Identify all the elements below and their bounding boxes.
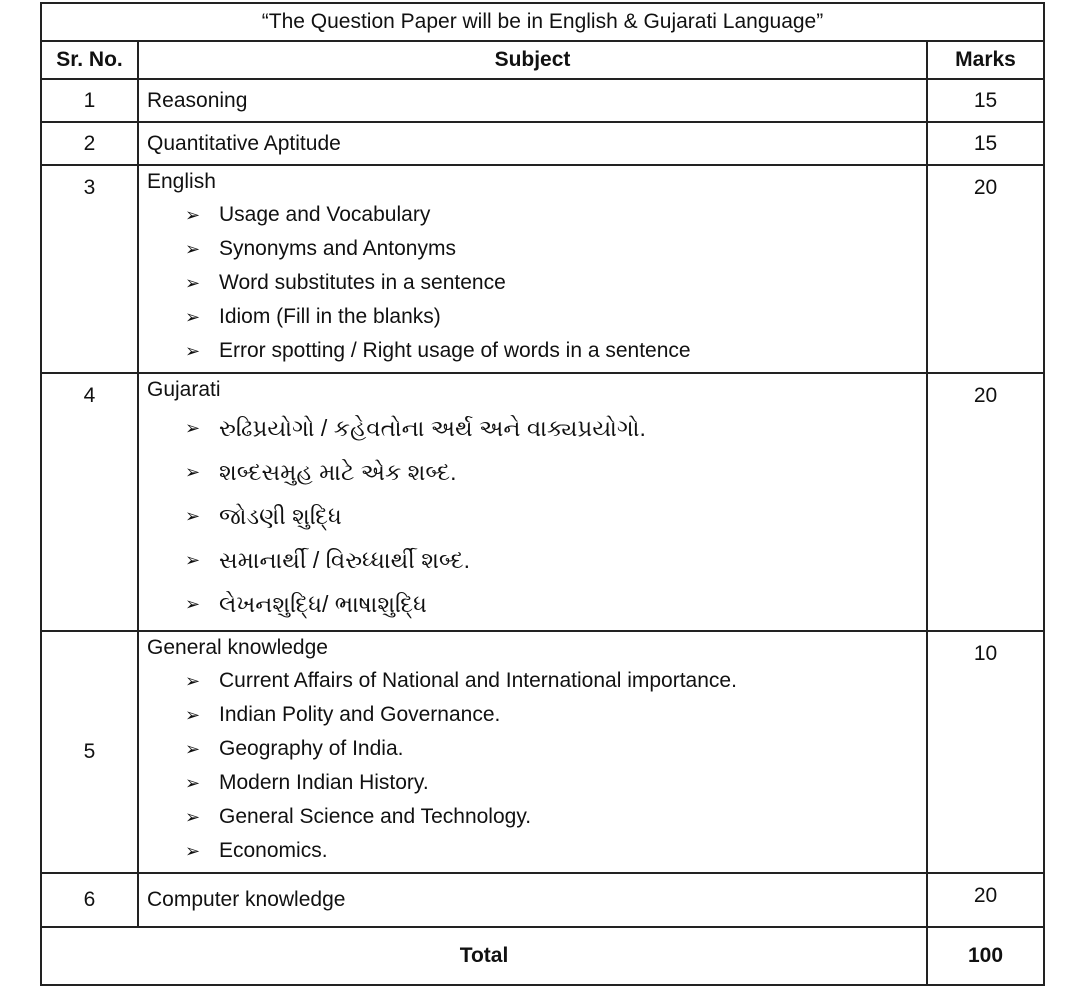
subject-cell xyxy=(138,165,927,373)
syllabus-table xyxy=(40,2,1045,986)
arrowhead-bullet-icon: ➢ xyxy=(185,739,201,759)
sr-no: 1 xyxy=(41,79,138,122)
sr-no: 5 xyxy=(41,631,138,873)
table-row xyxy=(41,873,1044,927)
topic-text: Modern Indian History. xyxy=(219,771,429,794)
topic-text: લેખનશુદ્ધિ/ ભાષાશુદ્ધિ xyxy=(219,591,427,617)
arrowhead-bullet-icon: ➢ xyxy=(185,205,201,225)
topic-list xyxy=(147,198,926,372)
marks-cell: 15 xyxy=(927,79,1044,122)
list-item xyxy=(185,664,926,698)
arrowhead-bullet-icon: ➢ xyxy=(185,273,201,293)
total-row xyxy=(41,927,1044,985)
list-item xyxy=(185,406,926,450)
subject-cell xyxy=(138,873,927,927)
topic-text: Indian Polity and Governance. xyxy=(219,703,501,726)
arrowhead-bullet-icon: ➢ xyxy=(185,418,201,438)
header-subject: Subject xyxy=(138,41,927,79)
caption-row xyxy=(41,3,1044,41)
topic-text: Current Affairs of National and International importance. xyxy=(219,669,737,692)
arrowhead-bullet-icon: ➢ xyxy=(185,307,201,327)
arrowhead-bullet-icon: ➢ xyxy=(185,841,201,861)
sr-no: 4 xyxy=(41,373,138,631)
marks-cell: 20 xyxy=(927,165,1044,373)
topic-text: Synonyms and Antonyms xyxy=(219,237,456,260)
subject-title: Reasoning xyxy=(147,88,248,112)
topic-text: Economics. xyxy=(219,839,328,862)
sr-no: 6 xyxy=(41,873,138,927)
arrowhead-bullet-icon: ➢ xyxy=(185,506,201,526)
subject-cell xyxy=(138,373,927,631)
arrowhead-bullet-icon: ➢ xyxy=(185,705,201,725)
list-item xyxy=(185,800,926,834)
topic-text: Error spotting / Right usage of words in a sentence xyxy=(219,339,691,362)
syllabus-sheet xyxy=(40,2,1043,986)
arrowhead-bullet-icon: ➢ xyxy=(185,594,201,614)
subject-cell xyxy=(138,122,927,165)
marks-cell: 10 xyxy=(927,631,1044,873)
list-item xyxy=(185,334,926,368)
table-caption: “The Question Paper will be in English & Gujarati Language” xyxy=(41,3,1044,41)
topic-list xyxy=(147,406,926,630)
header-row xyxy=(41,41,1044,79)
arrowhead-bullet-icon: ➢ xyxy=(185,773,201,793)
table-row xyxy=(41,122,1044,165)
table-row xyxy=(41,165,1044,373)
list-item xyxy=(185,300,926,334)
subject-title: Quantitative Aptitude xyxy=(147,131,341,155)
topic-text: Idiom (Fill in the blanks) xyxy=(219,305,441,328)
list-item xyxy=(185,266,926,300)
topic-text: શબ્દસમુહ માટે એક શબ્દ. xyxy=(219,459,457,485)
arrowhead-bullet-icon: ➢ xyxy=(185,671,201,691)
arrowhead-bullet-icon: ➢ xyxy=(185,462,201,482)
header-marks: Marks xyxy=(927,41,1044,79)
topic-text: સમાનાર્થી / વિરુધ્ધાર્થી શબ્દ. xyxy=(219,547,471,573)
list-item xyxy=(185,766,926,800)
sr-no: 2 xyxy=(41,122,138,165)
table-row xyxy=(41,631,1044,873)
subject-title: General knowledge xyxy=(147,636,328,659)
list-item xyxy=(185,450,926,494)
list-item xyxy=(185,834,926,868)
subject-title: Gujarati xyxy=(147,378,221,401)
marks-cell: 20 xyxy=(927,373,1044,631)
topic-text: Word substitutes in a sentence xyxy=(219,271,506,294)
total-label: Total xyxy=(41,927,927,985)
list-item xyxy=(185,538,926,582)
list-item xyxy=(185,698,926,732)
topic-text: જોડણી શુદ્ધિ xyxy=(219,503,342,529)
list-item xyxy=(185,494,926,538)
arrowhead-bullet-icon: ➢ xyxy=(185,239,201,259)
header-sr-no: Sr. No. xyxy=(41,41,138,79)
table-row xyxy=(41,373,1044,631)
subject-cell xyxy=(138,79,927,122)
topic-text: રુઢિપ્રયોગો / કહેવતોના અર્થ અને વાક્યપ્રયોગો. xyxy=(219,415,646,441)
list-item xyxy=(185,732,926,766)
topic-text: Geography of India. xyxy=(219,737,404,760)
arrowhead-bullet-icon: ➢ xyxy=(185,807,201,827)
topic-text: Usage and Vocabulary xyxy=(219,203,431,226)
list-item xyxy=(185,232,926,266)
list-item xyxy=(185,198,926,232)
topic-text: General Science and Technology. xyxy=(219,805,532,828)
subject-title: Computer knowledge xyxy=(147,888,346,911)
marks-cell: 20 xyxy=(927,873,1044,927)
topic-list xyxy=(147,664,926,872)
arrowhead-bullet-icon: ➢ xyxy=(185,341,201,361)
sr-no: 3 xyxy=(41,165,138,373)
table-row xyxy=(41,79,1044,122)
list-item xyxy=(185,582,926,626)
marks-cell: 15 xyxy=(927,122,1044,165)
subject-cell xyxy=(138,631,927,873)
total-marks: 100 xyxy=(927,927,1044,985)
subject-title: English xyxy=(147,170,216,193)
arrowhead-bullet-icon: ➢ xyxy=(185,550,201,570)
